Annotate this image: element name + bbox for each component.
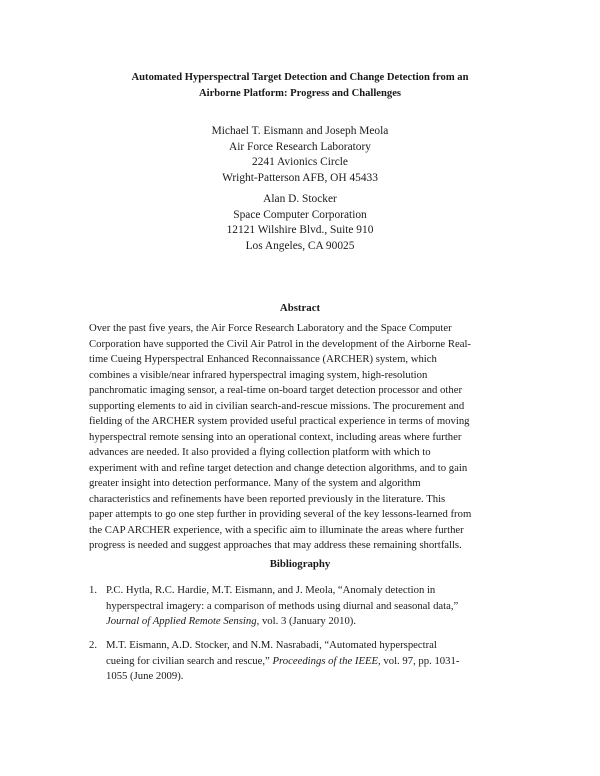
author-organization: Space Computer Corporation [233,208,367,221]
entry-citation-details: vol. 3 (January 2010). [259,615,357,627]
author-address-line-2: Los Angeles, CA 90025 [245,239,355,252]
abstract-line: experiment with and refine target detection and change detection algorithms, and to gain [89,461,468,474]
entry-line-1: M.T. Eismann, A.D. Stocker, and N.M. Nasrabadi, “Automated hyperspectral [106,639,437,651]
entry-citation-details: vol. 97, pp. 1031- [380,654,460,667]
abstract-line: paper attempts to go one step further in providing several of the key lessons-learned from [89,508,472,520]
abstract-line: supporting elements to aid in civilian search-and-rescue missions. The procurement and [89,399,465,412]
entry-line-3: 1055 (June 2009). [106,670,184,682]
abstract-heading: Abstract [279,302,321,314]
journal-title: Journal of Applied Remote Sensing, [106,615,260,627]
author-address-line-2: Wright-Patterson AFB, OH 45433 [222,171,378,184]
abstract-line: advances are needed. It also provided a flying collection platform with which to [89,446,431,458]
author-names: Michael T. Eismann and Joseph Meola [211,125,389,137]
entry-line-2: hyperspectral imagery: a comparison of methods using diurnal and seasonal data,” [106,599,459,612]
journal-title: Proceedings of the IEEE, [272,654,381,667]
abstract-line: panchromatic imaging sensor, a real-time on-board target detection processor and other [89,384,463,396]
author-block-2 [150,192,450,254]
abstract-line: the CAP ARCHER experience, with a specific aim to illuminate the areas where further [89,523,464,536]
author-names: Alan D. Stocker [263,193,337,205]
abstract-line: time Cueing Hyperspectral Enhanced Reconnaissance (ARCHER) system, which [89,353,437,365]
abstract-line: progress is needed and suggest approaches that may address these remaining shortfalls. [89,539,462,551]
bibliography-heading: Bibliography [269,558,331,570]
author-address-line-1: 12121 Wilshire Blvd., Suite 910 [226,224,374,236]
title-line-1: Automated Hyperspectral Target Detection and Change Detection from an [131,72,469,83]
bibliography-list-item-2 [89,638,519,685]
abstract-line: characteristics and refinements have been reported previously in the literature. This [89,492,446,505]
bibliography-entry [89,583,519,630]
abstract-line: greater insight into detection performance. Many of the system and algorithm [89,477,421,489]
title-line-2: Airborne Platform: Progress and Challenges [198,88,402,99]
abstract-line: combines a visible/near infrared hyperspectral imaging system, high-resolution [89,368,428,381]
abstract-body [89,321,519,554]
entry-line-1: P.C. Hytla, R.C. Hardie, M.T. Eismann, and J. Meola, “Anomaly detection in [106,584,436,596]
paper-title [90,70,510,102]
entry-number: 2. [89,639,98,651]
entry-line-2 [106,654,519,670]
author-block-1 [150,124,450,186]
abstract-line: hyperspectral remote sensing into an operational context, including areas where further [89,430,462,443]
author-address-line-1: 2241 Avionics Circle [252,156,348,168]
entry-line-3 [106,614,519,630]
entry-title-tail: cueing for civilian search and rescue,” [106,654,273,667]
abstract-line: Over the past five years, the Air Force Research Laboratory and the Space Computer [89,322,452,334]
abstract-line: Corporation have supported the Civil Air Patrol in the development of the Airborne Real- [89,337,471,350]
entry-number: 1. [89,584,98,596]
abstract-line: fielding of the ARCHER system provided useful practical experience in terms of moving [89,415,470,427]
bibliography-entry [89,638,519,685]
bibliography-list-item-1 [89,583,519,630]
author-organization: Air Force Research Laboratory [228,140,371,153]
